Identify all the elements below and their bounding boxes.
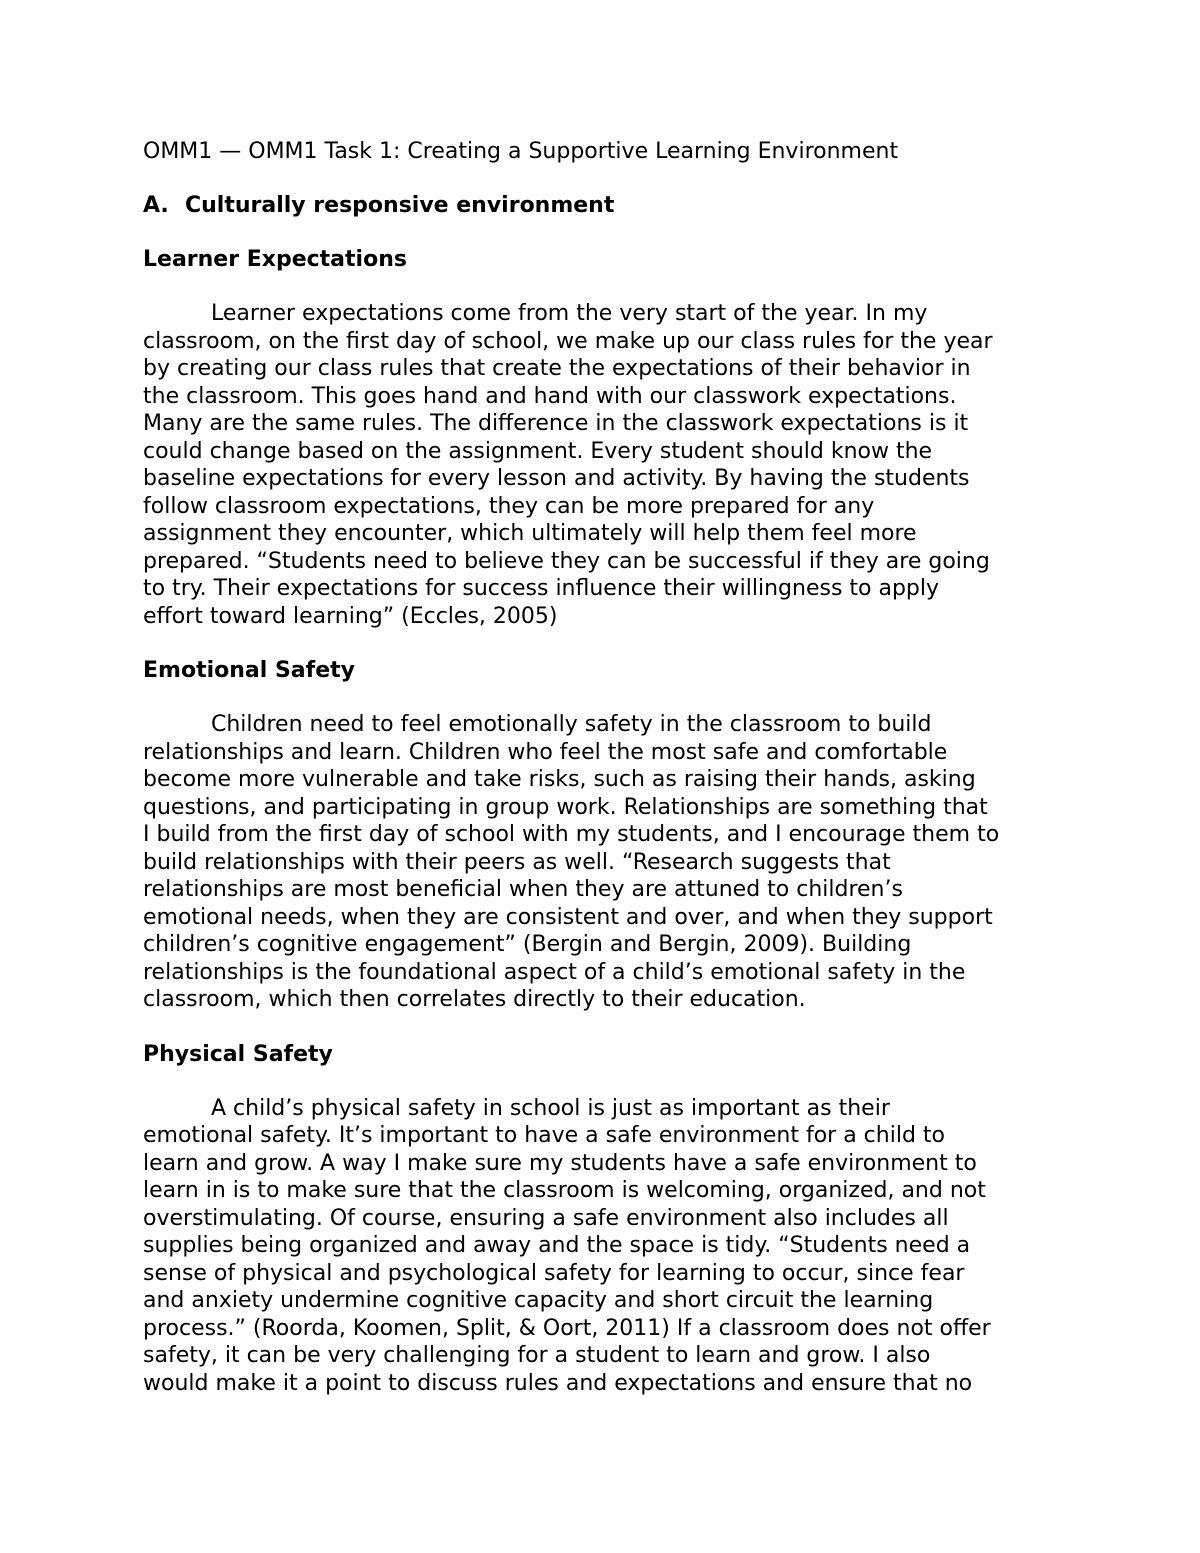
paragraph-line: would make it a point to discuss rules and expectations and ensure that no xyxy=(143,1370,973,1396)
physical-safety-heading: Physical Safety xyxy=(143,1041,333,1067)
paragraph-line: questions, and participating in group work. Relationships are something that xyxy=(143,794,988,820)
paragraph-line: Learner expectations come from the very start of the year. In my xyxy=(211,301,928,326)
paragraph-line: by creating our class rules that create the expectations of their behavior in xyxy=(143,356,971,381)
section-a-heading xyxy=(143,192,1063,219)
section-a-title: Culturally responsive environment xyxy=(185,193,615,218)
paragraph-line: prepared. “Students need to believe they can be successful if they are going xyxy=(143,548,990,574)
paragraph-line: process.” (Roorda, Koomen, Split, & Oort, 2011) If a classroom does not offer xyxy=(143,1315,991,1341)
paragraph-line: relationships are most beneficial when they are attuned to children’s xyxy=(143,877,903,902)
paragraph-line: emotional needs, when they are consistent and over, and when they support xyxy=(143,904,993,930)
paragraph-line: classroom, on the first day of school, we make up our class rules for the year xyxy=(143,328,993,354)
paragraph-line: relationships is the foundational aspect of a child’s emotional safety in the xyxy=(143,959,966,985)
paragraph-line: safety, it can be very challenging for a student to learn and grow. I also xyxy=(143,1343,931,1368)
paragraph-line: overstimulating. Of course, ensuring a safe environment also includes all xyxy=(143,1205,949,1231)
paragraph-line: could change based on the assignment. Every student should know the xyxy=(143,438,933,464)
paragraph-line: I build from the first day of school with my students, and I encourage them to xyxy=(143,822,1000,847)
paragraph-line: Many are the same rules. The difference in the classwork expectations is it xyxy=(143,411,969,436)
document-title: OMM1 — OMM1 Task 1: Creating a Supportive Learning Environment xyxy=(143,139,899,164)
document-page xyxy=(143,138,1063,1424)
paragraph-line: learn in is to make sure that the classroom is welcoming, organized, and not xyxy=(143,1178,986,1203)
paragraph-line: assignment they encounter, which ultimately will help them feel more xyxy=(143,521,917,546)
paragraph-line: and anxiety undermine cognitive capacity and short circuit the learning xyxy=(143,1288,934,1313)
paragraph-line: supplies being organized and away and the space is tidy. “Students need a xyxy=(143,1233,971,1258)
paragraph-line: build relationships with their peers as well. “Research suggests that xyxy=(143,849,891,875)
emotional-safety-heading: Emotional Safety xyxy=(143,658,355,683)
paragraph-line: children’s cognitive engagement” (Bergin and Bergin, 2009). Building xyxy=(143,932,912,957)
paragraph-line: the classroom. This goes hand and hand with our classwork expectations. xyxy=(143,383,957,409)
paragraph-line: effort toward learning” (Eccles, 2005) xyxy=(143,603,558,629)
paragraph-line: baseline expectations for every lesson and activity. By having the students xyxy=(143,466,970,491)
paragraph-line: emotional safety. It’s important to have a safe environment for a child to xyxy=(143,1123,945,1148)
paragraph-line: learn and grow. A way I make sure my students have a safe environment to xyxy=(143,1150,977,1176)
paragraph-line: to try. Their expectations for success influence their willingness to apply xyxy=(143,576,940,601)
paragraph-line: A child’s physical safety in school is just as important as their xyxy=(211,1095,890,1121)
learner-expectations-heading: Learner Expectations xyxy=(143,247,407,272)
paragraph-line: sense of physical and psychological safety for learning to occur, since fear xyxy=(143,1260,965,1286)
paragraph-line: follow classroom expectations, they can be more prepared for any xyxy=(143,493,875,519)
paragraph-line: classroom, which then correlates directly to their education. xyxy=(143,987,806,1012)
emotional-safety-paragraph xyxy=(143,711,1063,1014)
paragraph-line: become more vulnerable and take risks, such as raising their hands, asking xyxy=(143,767,976,792)
learner-expectations-paragraph xyxy=(143,300,1063,630)
physical-safety-paragraph xyxy=(143,1095,1063,1398)
paragraph-line: relationships and learn. Children who feel the most safe and comfortable xyxy=(143,739,948,765)
section-a-number: A. xyxy=(143,193,169,218)
paragraph-line: Children need to feel emotionally safety in the classroom to build xyxy=(211,712,932,737)
